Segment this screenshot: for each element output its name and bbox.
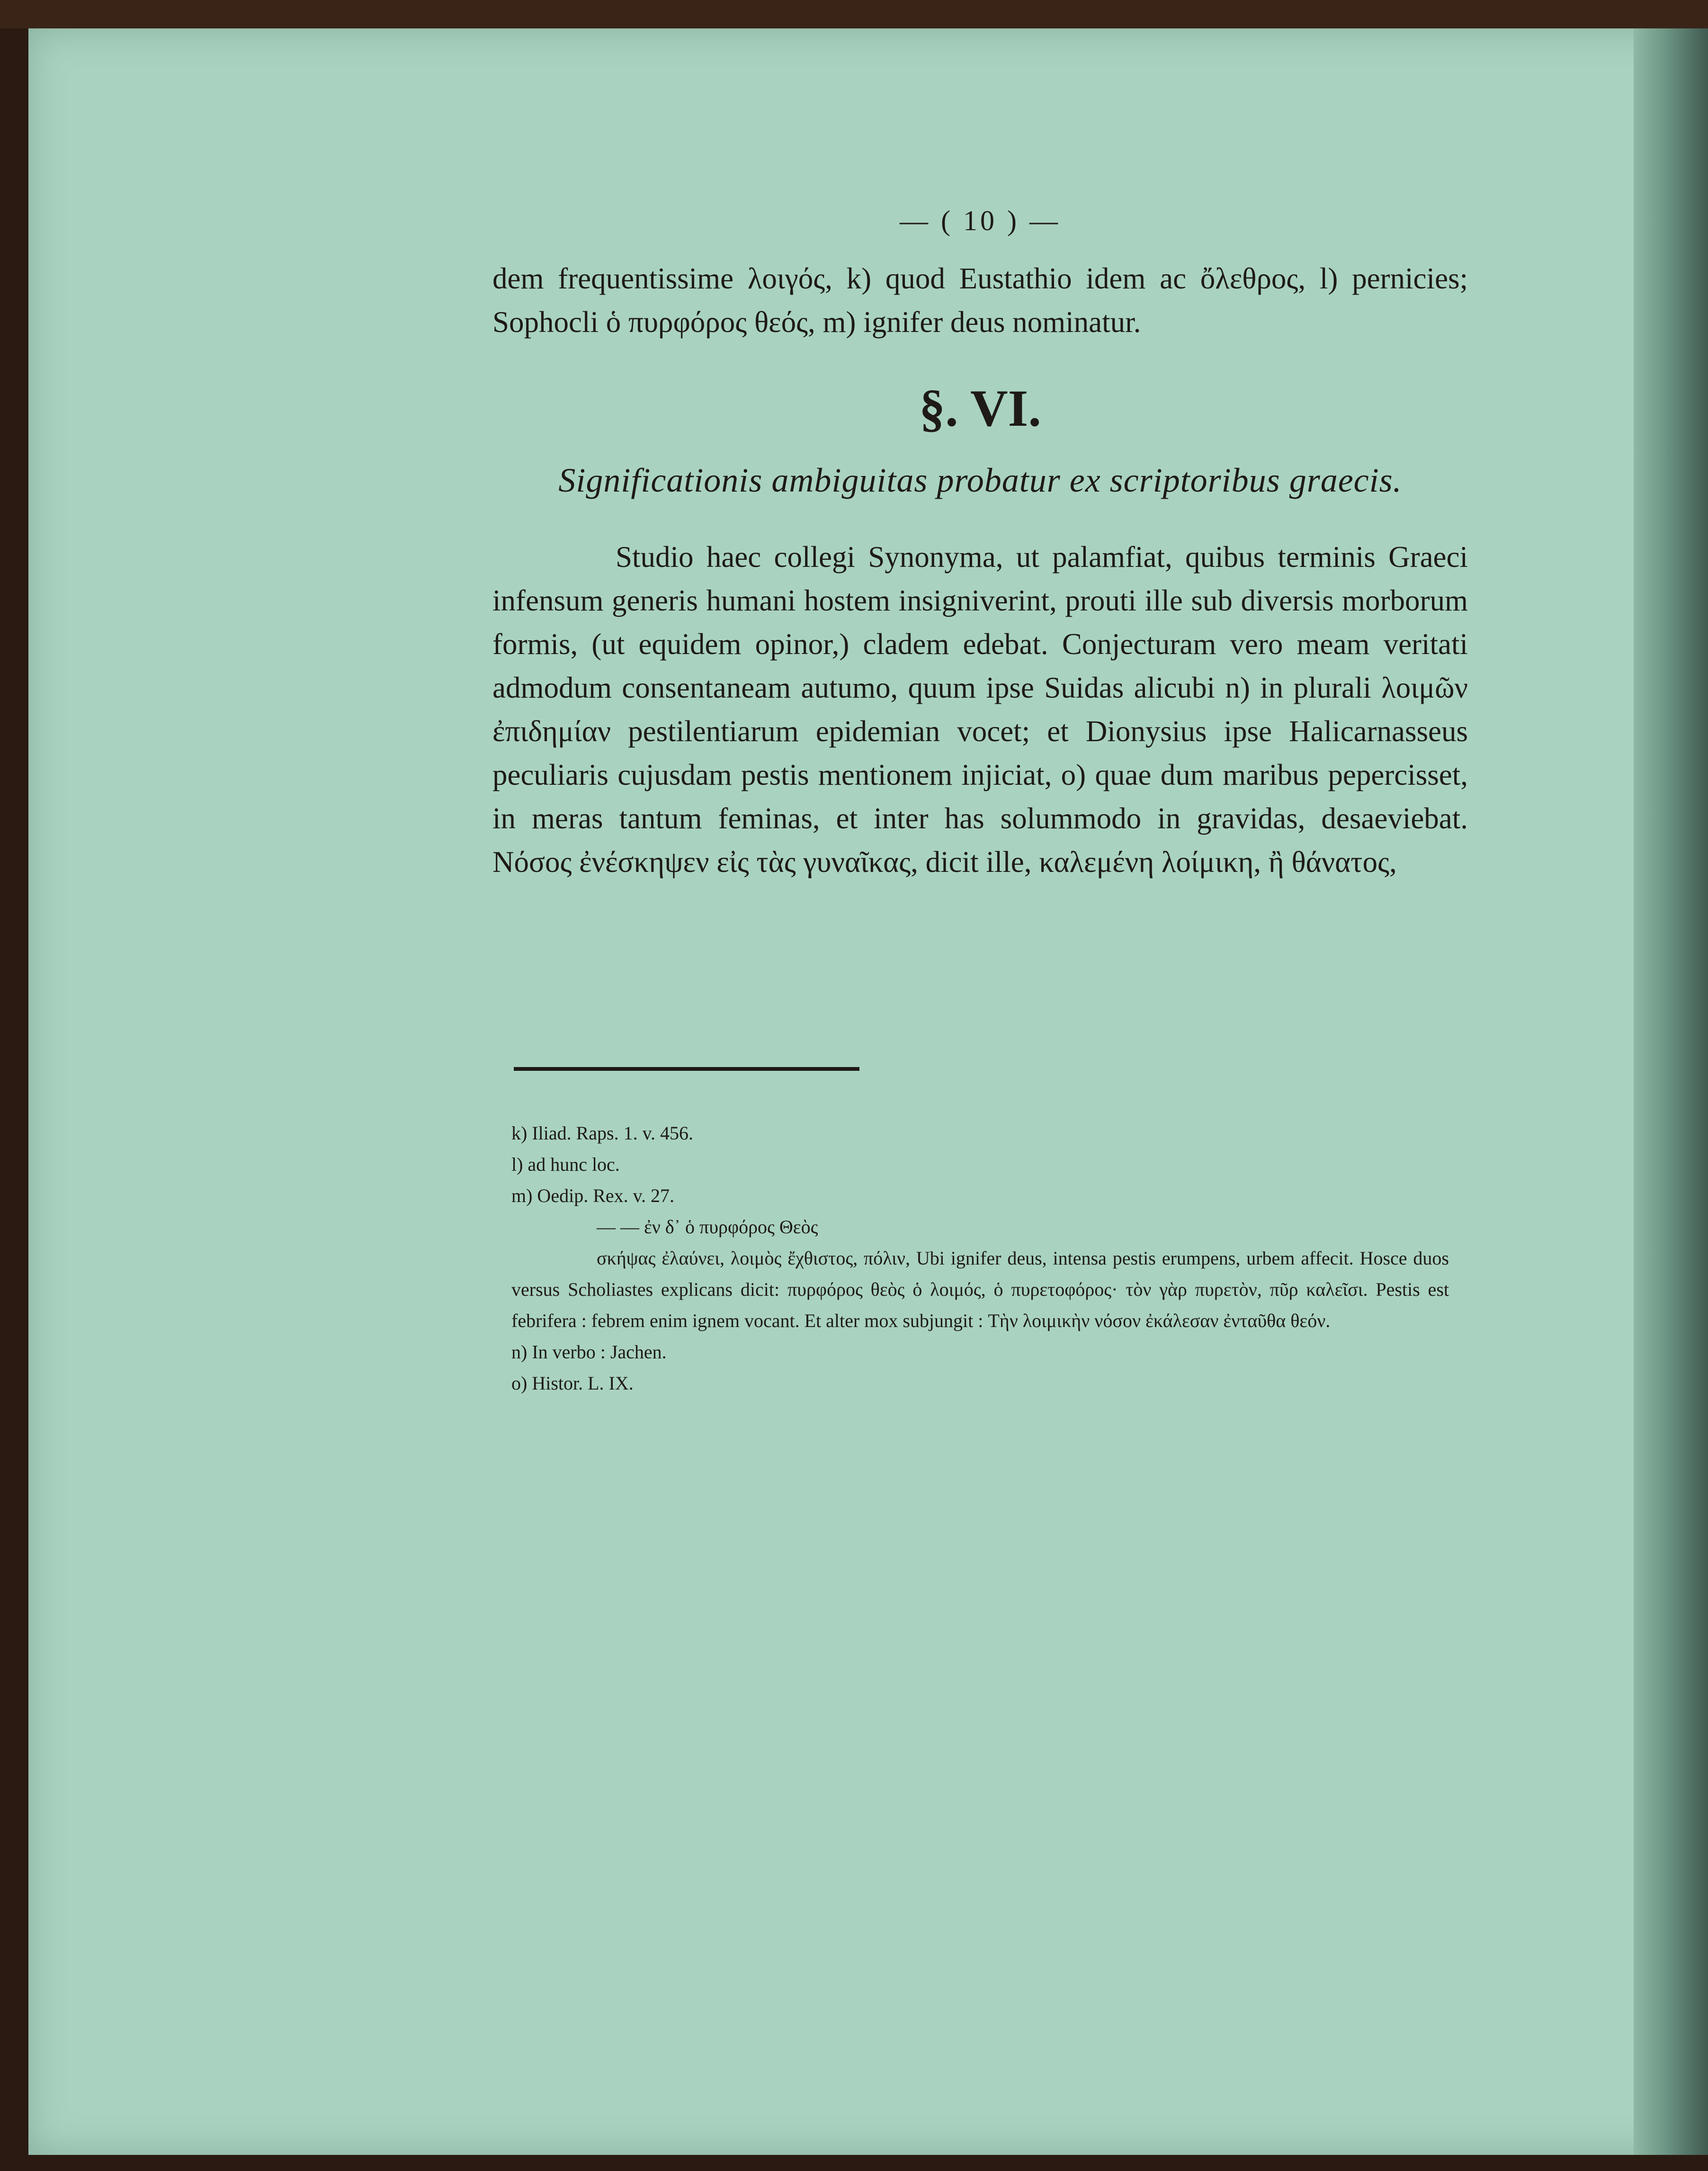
section-subtitle: Significationis ambiguitas probatur ex scriptoribus graecis. xyxy=(558,461,1402,499)
footnote-n: n) In verbo : Jachen. xyxy=(511,1341,667,1363)
footnote-k: k) Iliad. Raps. 1. v. 456. xyxy=(511,1122,694,1144)
body-paragraph: Studio haec collegi Synonyma, ut palamfiat, quibus terminis Graeci infensum generis humani hostem insigniverint, prouti ille sub diversis morborum formis, (ut equidem opinor,) cladem edebat. Conjecturam vero meam veritati admodum consentaneam autumo, quum ipse Suidas alicubi n) in plurali λοιμῶν ἐπιδημίαν pestilentiarum epidemian vocet; et Dionysius ipse Halicarnasseus peculiaris cujusdam pestis mentionem injiciat, o) quae dum maribus pepercisset, in meras tantum feminas, et inter has solummodo in gravidas, desaeviebat. Νόσος ἐνέσκηψεν εἰς τὰς γυναῖκας, dicit ille, καλεμένη λοίμικη, ἢ θάνατος, xyxy=(492,540,1468,879)
footnote-o: o) Histor. L. IX. xyxy=(511,1373,634,1394)
intro-paragraph: dem frequentissime λοιγός, k) quod Eustathio idem ac ὄλεθρος, l) pernicies; Sophocli ὁ πυρφόρος θεός, m) ignifer deus nominatur. xyxy=(492,262,1468,339)
footnote-l: l) ad hunc loc. xyxy=(511,1154,620,1175)
page-number: — ( 10 ) — xyxy=(900,205,1061,236)
footnote-quote-line: — — ἐν δ᾽ ὁ πυρφόρος Θεὸς xyxy=(597,1216,818,1238)
footnotes xyxy=(511,1118,1449,1399)
footnote-divider xyxy=(514,1067,859,1071)
page-gutter xyxy=(1634,28,1708,2155)
main-text-block xyxy=(492,199,1468,884)
footnote-quote-continuation: σκήψας ἐλαύνει, λοιμὸς ἔχθιστος, πόλιν, Ubi ignifer deus, intensa pestis erumpens, urbem affecit. Hosce duos versus Scholiastes explicans dicit: πυρφόρος θεὸς ὁ λοιμός, ὁ πυρετοφόρος· τὸν γὰρ πυρετὸν, πῦρ καλεῖσι. Pestis est febrifera : febrem enim ignem vocant. Et alter mox subjungit : Τὴν λοιμικὴν νόσον ἐκάλεσαν ἐνταῦθα θεόν. xyxy=(511,1247,1449,1331)
top-edge xyxy=(0,0,1708,28)
footnote-m: m) Oedip. Rex. v. 27. xyxy=(511,1185,675,1206)
section-heading: §. VI. xyxy=(919,379,1041,437)
